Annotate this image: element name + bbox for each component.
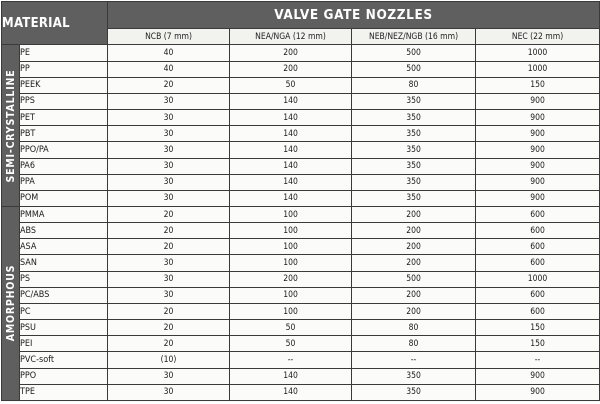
table-row xyxy=(2,77,600,93)
value-cell: 600 xyxy=(476,255,600,271)
value-cell: 600 xyxy=(476,206,600,222)
value-cell: 40 xyxy=(108,61,230,77)
column-header-neb: NEB/NEZ/NGB (16 mm) xyxy=(352,29,476,45)
value-cell: 900 xyxy=(476,110,600,126)
value-cell: 140 xyxy=(230,158,352,174)
material-header: MATERIAL xyxy=(2,2,108,45)
value-cell: 200 xyxy=(352,223,476,239)
value-cell: 500 xyxy=(352,271,476,287)
value-cell: 900 xyxy=(476,158,600,174)
value-cell: 30 xyxy=(108,368,230,384)
value-cell: 350 xyxy=(352,110,476,126)
value-cell: 140 xyxy=(230,110,352,126)
value-cell: 200 xyxy=(230,271,352,287)
group-label-text: SEMI-CRYSTALLINE xyxy=(4,69,17,183)
value-cell: 40 xyxy=(108,45,230,61)
value-cell: 100 xyxy=(230,206,352,222)
value-cell: 30 xyxy=(108,255,230,271)
value-cell: 30 xyxy=(108,93,230,109)
table-row xyxy=(2,352,600,368)
value-cell: 600 xyxy=(476,287,600,303)
value-cell: -- xyxy=(352,352,476,368)
value-cell: 20 xyxy=(108,239,230,255)
valve-gate-nozzles-header: VALVE GATE NOZZLES xyxy=(108,2,600,29)
value-cell: 1000 xyxy=(476,45,600,61)
material-name: TPE xyxy=(20,384,108,400)
value-cell: 20 xyxy=(108,303,230,319)
material-name: PVC-soft xyxy=(20,352,108,368)
table-row xyxy=(2,45,600,61)
value-cell: 20 xyxy=(108,77,230,93)
value-cell: 900 xyxy=(476,93,600,109)
table-row xyxy=(2,223,600,239)
value-cell: 100 xyxy=(230,287,352,303)
table-row xyxy=(2,93,600,109)
value-cell: 350 xyxy=(352,384,476,400)
value-cell: 350 xyxy=(352,368,476,384)
value-cell: 30 xyxy=(108,287,230,303)
material-name: PET xyxy=(20,110,108,126)
value-cell: 350 xyxy=(352,158,476,174)
material-name: PPO xyxy=(20,368,108,384)
value-cell: (10) xyxy=(108,352,230,368)
value-cell: 140 xyxy=(230,384,352,400)
table-row xyxy=(2,384,600,400)
column-header-nea: NEA/NGA (12 mm) xyxy=(230,29,352,45)
value-cell: 900 xyxy=(476,384,600,400)
value-cell: 140 xyxy=(230,190,352,206)
material-name: PSU xyxy=(20,320,108,336)
value-cell: 150 xyxy=(476,320,600,336)
value-cell: 100 xyxy=(230,223,352,239)
table-row xyxy=(2,271,600,287)
material-name: PBT xyxy=(20,126,108,142)
value-cell: 30 xyxy=(108,190,230,206)
material-name: SAN xyxy=(20,255,108,271)
value-cell: 600 xyxy=(476,303,600,319)
table-row xyxy=(2,320,600,336)
value-cell: 500 xyxy=(352,61,476,77)
value-cell: 900 xyxy=(476,142,600,158)
column-header-ncb: NCB (7 mm) xyxy=(108,29,230,45)
table-body xyxy=(2,2,600,401)
value-cell: 100 xyxy=(230,239,352,255)
value-cell: 600 xyxy=(476,223,600,239)
value-cell: 140 xyxy=(230,368,352,384)
column-header-nec: NEC (22 mm) xyxy=(476,29,600,45)
value-cell: -- xyxy=(230,352,352,368)
table-row xyxy=(2,255,600,271)
value-cell: 200 xyxy=(230,45,352,61)
table-row xyxy=(2,126,600,142)
table-row xyxy=(2,239,600,255)
material-name: PMMA xyxy=(20,206,108,222)
value-cell: 50 xyxy=(230,336,352,352)
value-cell: 140 xyxy=(230,126,352,142)
table-row xyxy=(2,174,600,190)
table-row xyxy=(2,368,600,384)
value-cell: 900 xyxy=(476,190,600,206)
material-name: POM xyxy=(20,190,108,206)
value-cell: 20 xyxy=(108,223,230,239)
value-cell: 1000 xyxy=(476,61,600,77)
table-row xyxy=(2,190,600,206)
value-cell: 140 xyxy=(230,93,352,109)
value-cell: 140 xyxy=(230,174,352,190)
value-cell: 30 xyxy=(108,271,230,287)
value-cell: 200 xyxy=(352,239,476,255)
table-row xyxy=(2,287,600,303)
value-cell: 50 xyxy=(230,320,352,336)
material-name: PA6 xyxy=(20,158,108,174)
table-row xyxy=(2,303,600,319)
value-cell: 900 xyxy=(476,126,600,142)
value-cell: 100 xyxy=(230,303,352,319)
value-cell: 350 xyxy=(352,174,476,190)
material-name: PP xyxy=(20,61,108,77)
value-cell: 30 xyxy=(108,110,230,126)
value-cell: 20 xyxy=(108,336,230,352)
value-cell: 100 xyxy=(230,255,352,271)
material-name: ABS xyxy=(20,223,108,239)
group-label-semi-crystalline xyxy=(2,45,20,207)
value-cell: 30 xyxy=(108,158,230,174)
value-cell: 350 xyxy=(352,190,476,206)
value-cell: 20 xyxy=(108,206,230,222)
value-cell: 200 xyxy=(230,61,352,77)
material-name: PPA xyxy=(20,174,108,190)
table-row xyxy=(2,142,600,158)
value-cell: 30 xyxy=(108,384,230,400)
value-cell: 900 xyxy=(476,174,600,190)
value-cell: 150 xyxy=(476,77,600,93)
value-cell: 500 xyxy=(352,45,476,61)
value-cell: 900 xyxy=(476,368,600,384)
value-cell: 80 xyxy=(352,77,476,93)
value-cell: 200 xyxy=(352,303,476,319)
table-header-row xyxy=(2,2,600,29)
table-row xyxy=(2,61,600,77)
material-name: PC/ABS xyxy=(20,287,108,303)
material-name: PPO/PA xyxy=(20,142,108,158)
value-cell: 30 xyxy=(108,126,230,142)
material-name: PC xyxy=(20,303,108,319)
table-row xyxy=(2,336,600,352)
value-cell: 50 xyxy=(230,77,352,93)
value-cell: 30 xyxy=(108,174,230,190)
value-cell: 350 xyxy=(352,142,476,158)
value-cell: 1000 xyxy=(476,271,600,287)
material-name: PPS xyxy=(20,93,108,109)
material-name: PEEK xyxy=(20,77,108,93)
group-label-amorphous xyxy=(2,206,20,400)
value-cell: 200 xyxy=(352,206,476,222)
material-name: ASA xyxy=(20,239,108,255)
value-cell: 150 xyxy=(476,336,600,352)
value-cell: 80 xyxy=(352,336,476,352)
value-cell: 80 xyxy=(352,320,476,336)
value-cell: 350 xyxy=(352,126,476,142)
group-label-text: AMORPHOUS xyxy=(4,265,17,342)
valve-gate-nozzle-table xyxy=(1,1,600,401)
document-page xyxy=(1,1,599,402)
value-cell: 200 xyxy=(352,287,476,303)
material-name: PE xyxy=(20,45,108,61)
table-row xyxy=(2,110,600,126)
table-row xyxy=(2,158,600,174)
value-cell: 30 xyxy=(108,142,230,158)
material-name: PS xyxy=(20,271,108,287)
value-cell: 350 xyxy=(352,93,476,109)
material-name: PEI xyxy=(20,336,108,352)
value-cell: 20 xyxy=(108,320,230,336)
value-cell: -- xyxy=(476,352,600,368)
value-cell: 140 xyxy=(230,142,352,158)
value-cell: 600 xyxy=(476,239,600,255)
value-cell: 200 xyxy=(352,255,476,271)
table-row xyxy=(2,206,600,222)
